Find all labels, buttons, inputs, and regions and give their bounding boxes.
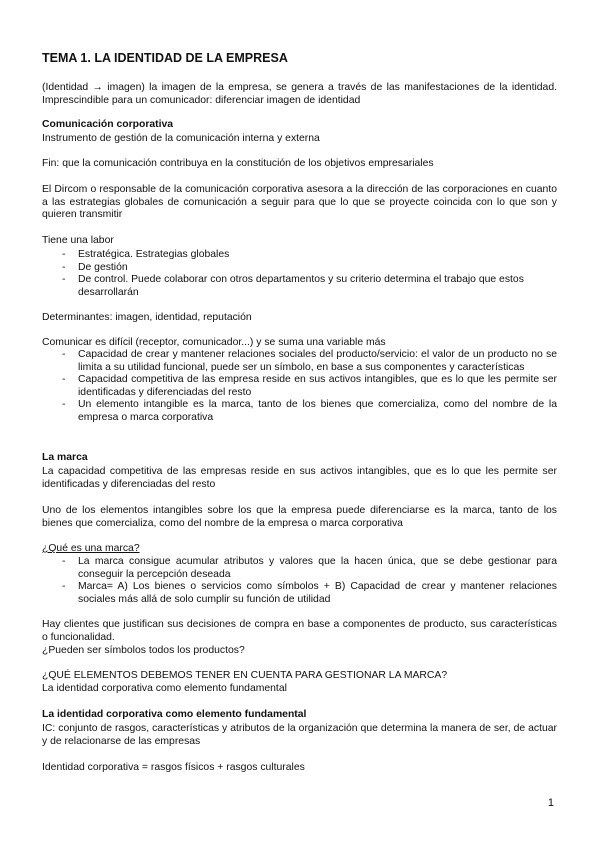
document-title: TEMA 1. LA IDENTIDAD DE LA EMPRESA: [42, 51, 288, 65]
marca-list: [42, 556, 557, 606]
list-item: - La marca consigue acumular atributos y valores que la hacen única, que se debe gestionar para conseguir la percepción deseada: [42, 556, 557, 581]
list-item: - Un elemento intangible es la marca, tanto de los bienes que comercializa, como del nombre de la empresa o marca corporativa: [42, 399, 557, 424]
intro-paragraph: (Identidad → imagen) la imagen de la empresa, se genera a través de las manifestaciones de la identidad. Imprescindible para un comunicador: diferenciar imagen de identidad: [42, 82, 557, 106]
labor-list: [42, 249, 557, 299]
paragraph: Comunicar es difícil (receptor, comunicador...) y se suma una variable más: [42, 337, 386, 348]
list-item: - De control. Puede colaborar con otros departamentos y su criterio determina el trabajo que estos desarrollarán: [42, 274, 557, 299]
list-item: - Estratégica. Estrategias globales: [42, 249, 557, 262]
paragraph: Tiene una labor: [42, 235, 114, 246]
comunicar-list: [42, 349, 557, 425]
paragraph: Hay clientes que justifican sus decisiones de compra en base a componentes de producto, sus características o funcionalidad.: [42, 619, 557, 643]
paragraph: El Dircom o responsable de la comunicación corporativa asesora a la dirección de las corporaciones en cuanto a las estrategias globales de comunicación a seguir para que lo que se proyecte coincida con lo que son y quieren transmitir: [42, 184, 557, 221]
paragraph: Determinantes: imagen, identidad, reputación: [42, 312, 252, 323]
paragraph: La capacidad competitiva de las empresas reside en sus activos intangibles, que es lo que les permite ser identificadas y diferenciadas del resto: [42, 466, 557, 490]
list-item: - Marca= A) Los bienes o servicios como símbolos + B) Capacidad de crear y mantener relaciones sociales más allá de solo cumplir su función de utilidad: [42, 581, 557, 606]
paragraph: Instrumento de gestión de la comunicación interna y externa: [42, 133, 320, 144]
paragraph: Identidad corporativa = rasgos físicos + rasgos culturales: [42, 762, 305, 773]
list-item: - De gestión: [42, 262, 557, 275]
list-item: - Capacidad competitiva de las empresa reside en sus activos intangibles, que es lo que les permite ser identificadas y diferenciadas del resto: [42, 374, 557, 399]
paragraph: Uno de los elementos intangibles sobre los que la empresa puede diferenciarse es la marca, tanto de los bienes que comercializa, como del nombre de la empresa o marca corporativa: [42, 505, 557, 529]
section-heading-comunicacion: Comunicación corporativa: [42, 119, 174, 130]
paragraph: La identidad corporativa como elemento fundamental: [42, 683, 287, 694]
list-item: - Capacidad de crear y mantener relaciones sociales del producto/servicio: el valor de un producto no se limita a su utilidad funcional, puede ser un símbolo, en base a sus componentes y características: [42, 349, 557, 374]
question-heading: ¿QUÉ ELEMENTOS DEBEMOS TENER EN CUENTA PARA GESTIONAR LA MARCA?: [42, 670, 448, 681]
subheading-que-es-marca: ¿Qué es una marca?: [42, 543, 140, 554]
page-number: 1: [547, 797, 554, 809]
section-heading-marca: La marca: [42, 452, 88, 463]
section-heading-identidad: La identidad corporativa como elemento fundamental: [42, 709, 307, 720]
paragraph: IC: conjunto de rasgos, características y atributos de la organización que determina la manera de ser, de actuar y de relacionarse de las empresas: [42, 723, 557, 747]
paragraph: Fin: que la comunicación contribuya en la constitución de los objetivos empresariales: [42, 158, 434, 169]
paragraph: ¿Pueden ser símbolos todos los productos?: [42, 645, 245, 656]
